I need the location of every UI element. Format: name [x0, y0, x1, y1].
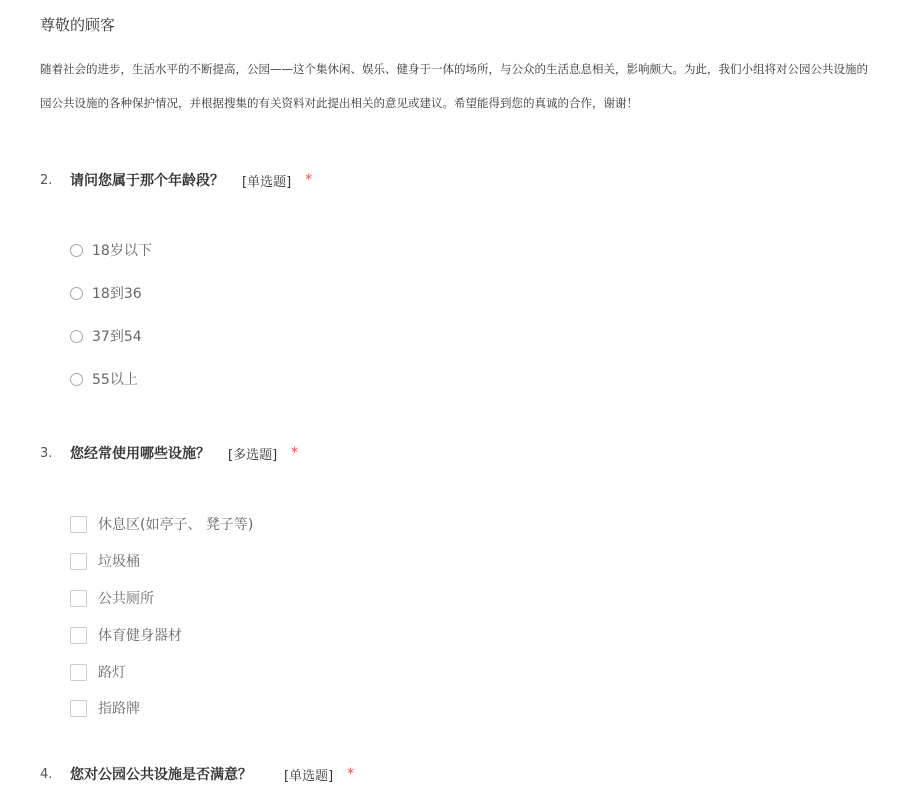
option-label: 公共厕所 — [98, 591, 154, 607]
question-2-header — [40, 170, 312, 190]
intro-line-2: 园公共设施的各种保护情况，并根据搜集的有关资料对此提出相关的意见或建议。希望能得到您的真诚的合作，谢谢！ — [40, 96, 638, 110]
question-type: [单选题] — [284, 768, 334, 784]
intro-line-1: 随着社会的进步，生活水平的不断提高，公园——这个集休闲、娱乐、健身于一体的场所，与公众的生活息息相关，影响颇大。为此，我们小组将对公园公共设施的 — [40, 62, 868, 76]
radio-button[interactable] — [70, 330, 83, 343]
radio-option[interactable] — [70, 283, 142, 303]
required-marker: * — [305, 172, 313, 188]
checkbox[interactable] — [70, 553, 87, 570]
question-number: 4. — [40, 766, 53, 782]
checkbox-option[interactable] — [70, 514, 253, 534]
option-label: 休息区(如亭子、 凳子等) — [98, 517, 254, 533]
option-label: 18岁以下 — [92, 243, 152, 259]
question-type: [多选题] — [228, 447, 278, 463]
checkbox-option[interactable] — [70, 662, 126, 682]
checkbox[interactable] — [70, 700, 87, 717]
question-type: [单选题] — [242, 174, 292, 190]
radio-button[interactable] — [70, 373, 83, 386]
question-number: 3. — [40, 445, 53, 461]
option-label: 18到36 — [92, 286, 142, 302]
question-title: 您对公园公共设施是否满意？ — [70, 767, 252, 783]
question-number: 2. — [40, 172, 53, 188]
option-label: 37到54 — [92, 329, 142, 345]
required-marker: * — [291, 445, 299, 461]
option-label: 路灯 — [98, 665, 126, 681]
question-4-header — [40, 764, 354, 784]
checkbox-option[interactable] — [70, 625, 182, 645]
radio-option[interactable] — [70, 326, 142, 346]
question-title: 请问您属于那个年龄段？ — [70, 173, 224, 189]
radio-button[interactable] — [70, 244, 83, 257]
option-label: 体育健身器材 — [98, 628, 182, 644]
required-marker: * — [347, 766, 355, 782]
checkbox-option[interactable] — [70, 698, 140, 718]
checkbox-option[interactable] — [70, 551, 140, 571]
checkbox[interactable] — [70, 516, 87, 533]
intro-paragraph — [40, 52, 900, 120]
option-label: 指路牌 — [98, 701, 140, 717]
option-label: 垃圾桶 — [98, 554, 140, 570]
question-3-header — [40, 443, 298, 463]
checkbox[interactable] — [70, 590, 87, 607]
greeting-title: 尊敬的顾客 — [40, 16, 116, 34]
checkbox-option[interactable] — [70, 588, 154, 608]
checkbox[interactable] — [70, 627, 87, 644]
question-title: 您经常使用哪些设施？ — [70, 446, 210, 462]
radio-option[interactable] — [70, 240, 152, 260]
radio-button[interactable] — [70, 287, 83, 300]
option-label: 55以上 — [92, 372, 138, 388]
checkbox[interactable] — [70, 664, 87, 681]
radio-option[interactable] — [70, 369, 138, 389]
